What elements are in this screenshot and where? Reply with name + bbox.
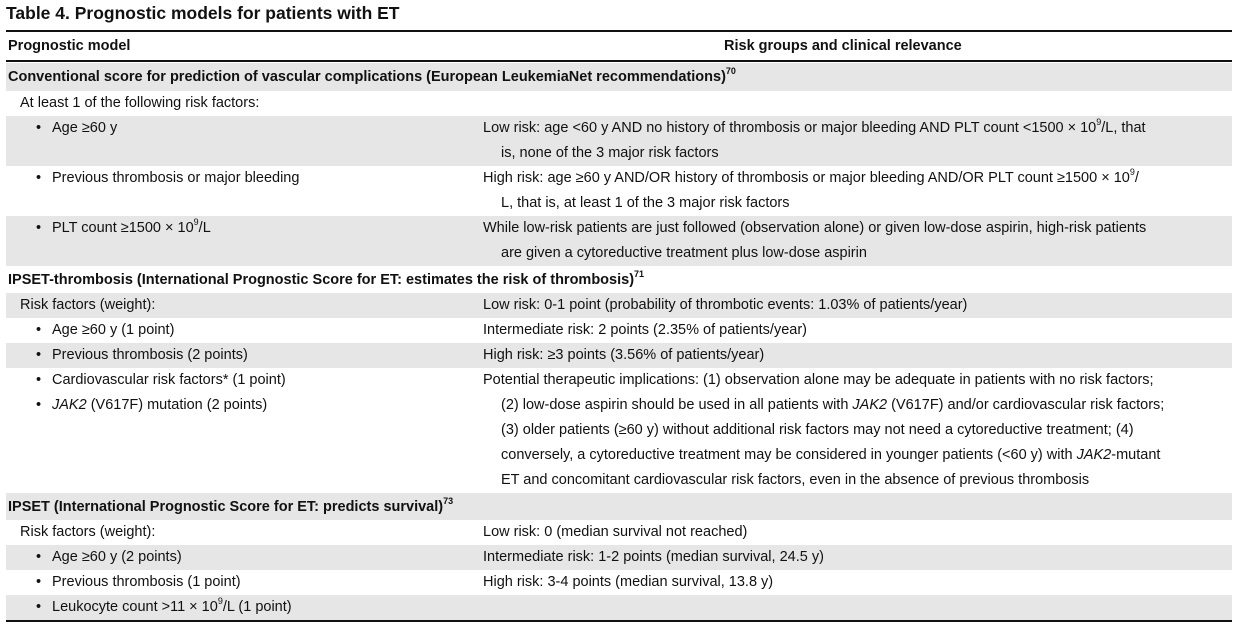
table-row xyxy=(6,368,1232,493)
table-title: Table 4. Prognostic models for patients with ET xyxy=(6,3,400,23)
row-label: • Previous thrombosis (1 point) xyxy=(6,570,508,595)
table-row xyxy=(6,116,1232,166)
table-row xyxy=(6,595,1232,622)
bottom-rule xyxy=(6,620,1232,622)
bullet: • xyxy=(36,574,42,590)
row-label: • Previous thrombosis or major bleeding xyxy=(6,166,508,191)
row-value: Potential therapeutic implications: (1) observation alone may be adequate in patients with no risk factors; (2) low-dose aspirin should be used in all patients with JAK2 (V617F) and/or cardiovascular risk factors; (3) older patients (≥60 y) without additional risk factors may not need a cytoreductive treatment; (4) conversely, a cytoreductive treatment may be considered in younger patients (<60 y) with JAK2-mutant ET and concomitant cardiovascular risk factors, even in the absence of previous thrombosis xyxy=(483,372,1165,488)
table-row xyxy=(6,166,1232,216)
row-label: Risk factors (weight): xyxy=(20,297,156,313)
bullet: • xyxy=(36,322,42,338)
header-rule xyxy=(6,60,1232,62)
section-reference: 70 xyxy=(725,66,736,77)
table-row xyxy=(6,91,1232,116)
table-body xyxy=(6,63,1232,622)
row-value: Low risk: 0 (median survival not reached) xyxy=(483,524,748,540)
bullet: • xyxy=(36,549,42,565)
section-title-row xyxy=(6,493,1232,520)
header-prognostic-model: Prognostic model xyxy=(8,38,131,54)
top-rule xyxy=(6,30,1232,32)
table-row xyxy=(6,216,1232,266)
header-risk-groups: Risk groups and clinical relevance xyxy=(724,38,962,54)
row-value: High risk: 3-4 points (median survival, 13.8 y) xyxy=(483,574,774,590)
section-reference: 73 xyxy=(443,496,454,507)
section-title-row xyxy=(6,266,1232,293)
table-row xyxy=(6,520,1232,545)
row-value: High risk: ≥3 points (3.56% of patients/year) xyxy=(483,347,765,363)
row-label: At least 1 of the following risk factors: xyxy=(20,95,260,111)
section-title: Conventional score for prediction of vascular complications (European LeukemiaNet recommendations)$^{70}$ xyxy=(8,66,736,85)
bullet: • xyxy=(36,120,42,136)
row-value: Low risk: age <60 y AND no history of thrombosis or major bleeding AND PLT count $<1500 \times 10^9/L$, that is, none of the 3 major risk factors xyxy=(483,117,1146,161)
table-row xyxy=(6,570,1232,595)
table-row xyxy=(6,343,1232,368)
bullet: • xyxy=(36,599,42,615)
table-row xyxy=(6,318,1232,343)
table-header xyxy=(6,36,1232,60)
row-label: • Previous thrombosis (2 points) xyxy=(6,343,508,368)
section-reference: 71 xyxy=(634,269,645,280)
section-title-row xyxy=(6,63,1232,91)
section-title: IPSET (International Prognostic Score for ET: predicts survival)$^{73}$ xyxy=(8,496,454,515)
row-value: While low-risk patients are just followed (observation alone) or given low-dose aspirin, high-risk patients are given a cytoreductive treatment plus low-dose aspirin xyxy=(483,220,1147,261)
row-value: Intermediate risk: 1-2 points (median survival, 24.5 y) xyxy=(483,549,824,565)
row-value: Low risk: 0-1 point (probability of thrombotic events: 1.03% of patients/year) xyxy=(483,297,968,313)
row-label: • Age ≥60 y (2 points) xyxy=(6,545,508,570)
table-row xyxy=(6,293,1232,318)
bullet: • xyxy=(36,170,42,186)
row-value: Intermediate risk: 2 points (2.35% of patients/year) xyxy=(483,322,807,338)
bullet: • xyxy=(36,372,42,388)
row-label: • Age ≥60 y (1 point) xyxy=(6,318,508,343)
row-label: • Leukocyte count $>11 \times 10^9/L$ (1 point) xyxy=(6,595,508,620)
row-value: High risk: age ≥60 y AND/OR history of thrombosis or major bleeding AND/OR PLT count $\ge 1500 \times 10^9/$ L, that is, at least 1 of the 3 major risk factors xyxy=(483,167,1139,211)
section-title: IPSET-thrombosis (International Prognostic Score for ET: estimates the risk of thrombosis)$^{71}$ xyxy=(8,269,645,288)
row-label: • Age ≥60 y xyxy=(6,116,508,141)
bullet: • xyxy=(36,347,42,363)
bullet: • xyxy=(36,397,42,413)
row-label: • PLT count $\ge 1500 \times 10^9/L$ xyxy=(6,216,508,241)
row-label: Risk factors (weight): xyxy=(20,524,156,540)
table-row xyxy=(6,545,1232,570)
row-label: • Cardiovascular risk factors* (1 point) • JAK2 (V617F) mutation (2 points) xyxy=(6,368,508,418)
bullet: • xyxy=(36,220,42,236)
